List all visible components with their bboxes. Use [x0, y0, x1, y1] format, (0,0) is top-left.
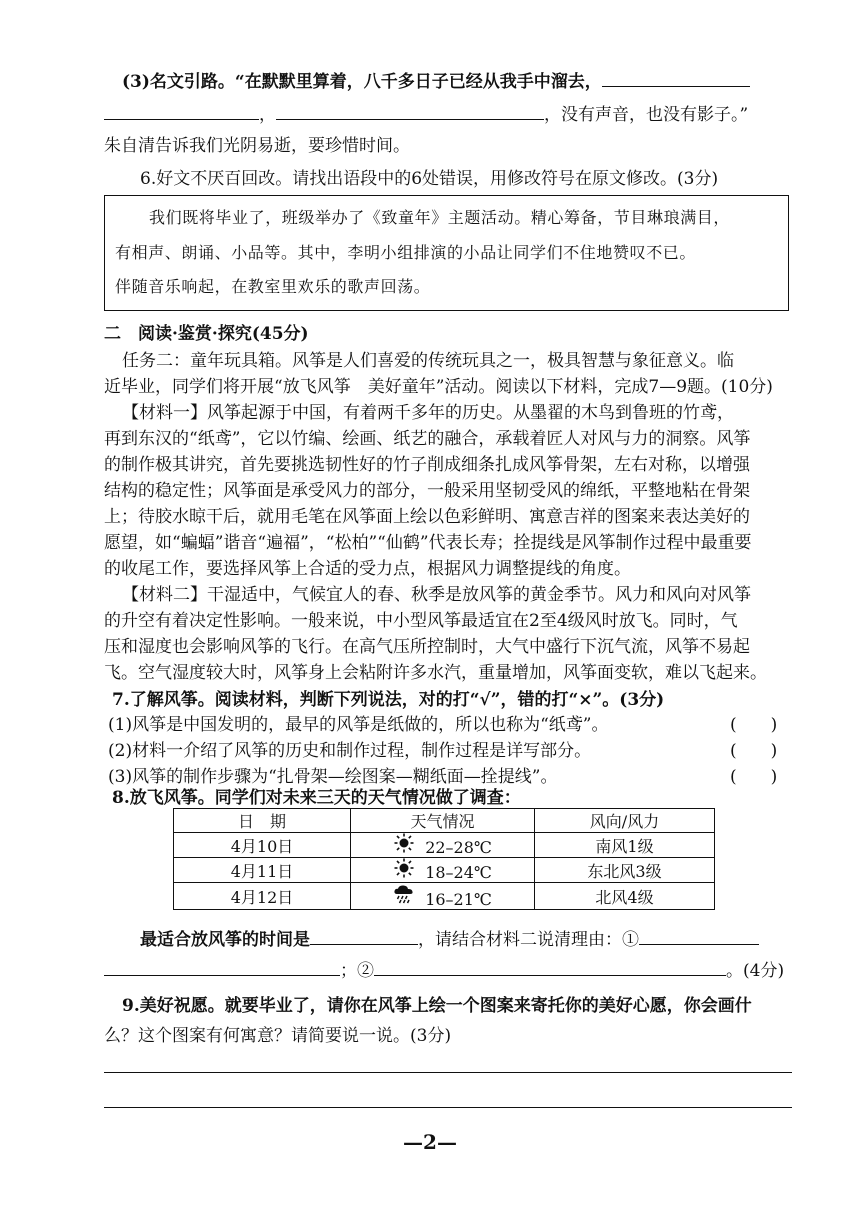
q5-3-line3: 朱自清告诉我们光阴易逝，要珍惜时间。	[104, 136, 410, 156]
rain-icon	[393, 883, 415, 909]
page-number: —2—	[403, 1130, 457, 1154]
material1-line: 的收尾工作，要选择风筝上合适的受力点，根据风力调整提线的角度。	[104, 559, 631, 579]
q6-passage-box	[104, 195, 789, 311]
material2-line: 【材料二】干湿适中，气候宜人的春、秋季是放风筝的黄金季节。风力和风向对风筝	[122, 585, 751, 605]
col-header-date: 日 期	[174, 809, 351, 833]
task-line-1: 任务二：童年玩具箱。风筝是人们喜爱的传统玩具之一，极具智慧与象征意义。临	[122, 351, 734, 371]
q8-answer-line-2: ；② 。(4分)	[104, 957, 784, 983]
cell-wind: 北风4级	[535, 883, 715, 910]
q5-3-blank-2[interactable]	[104, 101, 259, 120]
material1-line: 上；待胶水晾干后，就用毛笔在风筝面上绘以色彩鲜明、寓意吉祥的图案来表达美好的	[104, 507, 750, 527]
material1-line: 结构的稳定性；风筝面是承受风力的部分，一般采用坚韧受风的绵纸，平整地粘在骨架	[104, 481, 750, 501]
table-header-row	[174, 809, 715, 833]
answer-parens[interactable]: ( )	[730, 767, 778, 787]
q8-answer-line-1: 最适合放风筝的时间是 ，请结合材料二说清理由：①	[140, 926, 759, 952]
material2-line: 的升空有着决定性影响。一般来说，中小型风筝最适宜在2至4级风时放飞。同时，气	[104, 611, 738, 631]
cell-date: 4月11日	[174, 858, 351, 883]
q7-item: (2)材料一介绍了风筝的历史和制作过程，制作过程是详写部分。	[108, 741, 592, 761]
cell-temp: 22–28℃	[425, 838, 492, 857]
q5-3-line1: (3)名文引路。“在默默里算着，八千多日子已经从我手中溜去，	[122, 68, 750, 94]
q8-reason-1-blank[interactable]	[639, 926, 759, 945]
q9-answer-line[interactable]	[104, 1107, 792, 1108]
material2-line: 压和湿度也会影响风筝的飞行。在高气压所控制时，大气中盛行下沉气流，风筝不易起	[104, 637, 750, 657]
q9-line-2: 么？这个图案有何寓意？请简要说一说。(3分)	[104, 1026, 452, 1046]
material1-line: 【材料一】风筝起源于中国，有着两千多年的历史。从墨翟的木鸟到鲁班的竹鸢，	[122, 403, 734, 423]
cell-weather	[351, 858, 535, 883]
material1-line: 的制作极其讲究，首先要挑选韧性好的竹子削成细条扎成风筝骨架，左右对称，以增强	[104, 455, 750, 475]
q5-3-line2: ， ，没有声音，也没有影子。”	[104, 101, 748, 127]
q8-answer-date-blank[interactable]	[310, 926, 418, 945]
q5-3-blank-3[interactable]	[276, 101, 544, 120]
q6-passage-line: 伴随音乐响起，在教室里欢乐的歌声回荡。	[115, 277, 431, 296]
sunny-icon	[393, 858, 415, 882]
q8-reason-1-blank-cont[interactable]	[104, 957, 340, 976]
q7-prompt: 7.了解风筝。阅读材料，判断下列说法，对的打“√”，错的打“×”。(3分)	[112, 690, 665, 710]
table-row	[174, 833, 715, 858]
q8-prompt: 8.放飞风筝。同学们对未来三天的天气情况做了调查：	[112, 788, 521, 808]
q7-item: (1)风筝是中国发明的，最早的风筝是纸做的，所以也称为“纸鸢”。	[108, 715, 609, 735]
material1-line: 再到东汉的“纸鸢”，它以竹编、绘画、纸艺的融合，承载着匠人对风与力的洞察。风筝	[104, 429, 751, 449]
answer-parens[interactable]: ( )	[730, 741, 778, 761]
cell-date: 4月12日	[174, 883, 351, 910]
sunny-icon	[393, 833, 415, 857]
cell-weather	[351, 833, 535, 858]
cell-temp: 18–24℃	[425, 863, 492, 882]
q8-reason-2-blank[interactable]	[374, 957, 726, 976]
task-line-2: 近毕业，同学们将开展“放飞风筝 美好童年”活动。阅读以下材料，完成7—9题。(10分)	[104, 377, 773, 397]
col-header-weather: 天气情况	[351, 809, 535, 833]
cell-date: 4月10日	[174, 833, 351, 858]
q6-prompt: 6.好文不厌百回改。请找出语段中的6处错误，用修改符号在原文修改。(3分)	[140, 169, 719, 189]
q6-passage-line: 我们既将毕业了，班级举办了《致童年》主题活动。精心筹备，节目琳琅满目，	[149, 208, 731, 227]
cell-wind: 东北风3级	[535, 858, 715, 883]
q6-passage-line: 有相声、朗诵、小品等。其中，李明小组排演的小品让同学们不住地赞叹不已。	[115, 243, 697, 262]
q9-answer-line[interactable]	[104, 1072, 792, 1073]
q9-line-1: 9.美好祝愿。就要毕业了，请你在风筝上绘一个图案来寄托你的美好心愿，你会画什	[122, 996, 752, 1016]
cell-wind: 南风1级	[535, 833, 715, 858]
q5-3-blank-1[interactable]	[602, 68, 750, 87]
table-row	[174, 883, 715, 910]
material1-line: 愿望，如“蝙蝠”谐音“遍福”，“松柏”“仙鹤”代表长寿；拴提线是风筝制作过程中最重要	[104, 533, 752, 553]
weather-table	[173, 808, 715, 910]
q7-item: (3)风筝的制作步骤为“扎骨架—绘图案—糊纸面—拴提线”。	[108, 767, 558, 787]
col-header-wind: 风向/风力	[535, 809, 715, 833]
cell-temp: 16–21℃	[425, 890, 492, 909]
cell-weather	[351, 883, 535, 910]
table-row	[174, 858, 715, 883]
material2-line: 飞。空气湿度较大时，风筝身上会粘附许多水汽，重量增加，风筝面变软，难以飞起来。	[104, 663, 767, 683]
section-heading: 二 阅读·鉴赏·探究(45分)	[104, 324, 309, 344]
answer-parens[interactable]: ( )	[730, 715, 778, 735]
